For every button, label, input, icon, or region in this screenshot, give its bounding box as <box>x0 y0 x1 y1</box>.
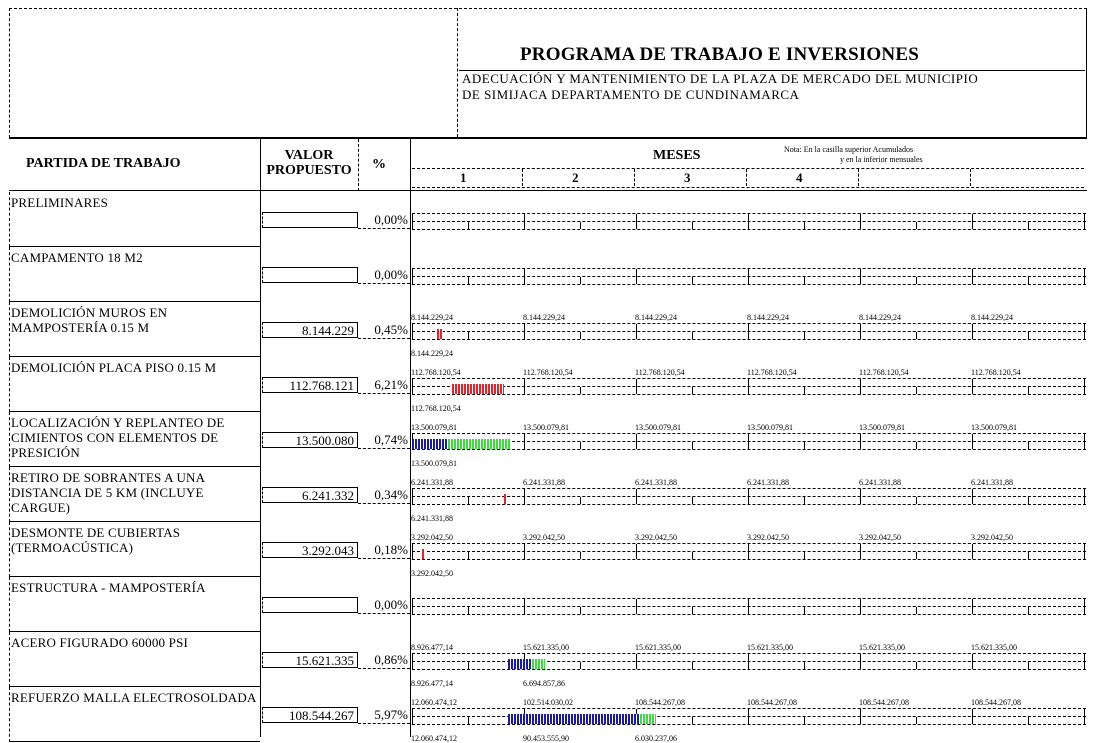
month-grid-tick <box>692 662 693 669</box>
month-grid-tick <box>860 324 861 339</box>
month-grid-tick <box>1028 387 1029 394</box>
column-header-bottom-rule <box>9 190 1087 191</box>
month-grid-tick <box>524 599 525 614</box>
month-grid-tick <box>860 269 861 284</box>
month-grid-top <box>412 543 1086 544</box>
row-value: 112.768.121 <box>262 377 358 393</box>
month-grid-tick <box>468 222 469 229</box>
month-grid-tick <box>860 489 861 504</box>
note-line-1: Nota: En la casilla superior Acumulados <box>784 145 914 154</box>
row-name: CAMPAMENTO 18 M2 <box>11 250 143 265</box>
month-grid-tick <box>916 222 917 229</box>
month-grid-bottom <box>412 449 1086 450</box>
row-percent: 0,00% <box>358 212 410 229</box>
accumulated-value: 15.621.335,00 <box>971 643 1017 652</box>
month-grid-tick <box>804 497 805 504</box>
row-name: RETIRO DE SOBRANTES A UNA DISTANCIA DE 5 KM (INCLUYE CARGUE) <box>11 470 205 515</box>
month-grid-tick <box>1084 324 1085 339</box>
month-grid-tick <box>860 599 861 614</box>
month-grid-tick <box>1084 709 1085 724</box>
schedule-bar <box>452 384 504 394</box>
month-grid-tick <box>804 717 805 724</box>
row-left-edge <box>9 687 10 742</box>
month-grid-tick <box>1028 442 1029 449</box>
row-value <box>262 267 358 283</box>
month-grid-tick <box>636 489 637 504</box>
month-grid-bottom <box>412 614 1086 615</box>
accumulated-value: 8.144.229,24 <box>411 313 453 322</box>
accumulated-value: 8.926.477,14 <box>411 643 453 652</box>
month-grid-tick <box>636 379 637 394</box>
schedule-bar <box>508 714 640 724</box>
month-grid-tick <box>1028 717 1029 724</box>
accumulated-value: 3.292.042,50 <box>635 533 677 542</box>
row-separator <box>9 686 260 687</box>
row-percent: 6,21% <box>358 377 410 394</box>
accumulated-value: 112.768.120,54 <box>411 368 461 377</box>
month-grid-tick <box>1028 332 1029 339</box>
accumulated-value: 8.144.229,24 <box>971 313 1013 322</box>
accumulated-value: 13.500.079,81 <box>859 423 905 432</box>
accumulated-value: 8.144.229,24 <box>859 313 901 322</box>
accumulated-value: 108.544.267,08 <box>747 698 797 707</box>
month-grid-tick <box>748 434 749 449</box>
month-grid-tick <box>1084 379 1085 394</box>
monthly-value: 90.453.555,90 <box>523 734 569 743</box>
accumulated-value: 15.621.335,00 <box>747 643 793 652</box>
accumulated-value: 112.768.120,54 <box>747 368 797 377</box>
month-grid-mid <box>412 386 1086 387</box>
row-separator <box>9 741 260 742</box>
accumulated-value: 108.544.267,08 <box>635 698 685 707</box>
month-separator <box>858 169 859 186</box>
month-grid-tick <box>412 709 413 724</box>
month-separator <box>634 169 635 186</box>
month-grid-tick <box>972 434 973 449</box>
row-value: 108.544.267 <box>262 707 358 723</box>
monthly-value: 8.144.229,24 <box>411 349 453 358</box>
month-grid-tick <box>580 332 581 339</box>
month-grid-tick <box>1084 434 1085 449</box>
row-percent: 0,86% <box>358 652 410 669</box>
month-grid-tick <box>692 442 693 449</box>
month-separator <box>970 169 971 186</box>
month-grid-bottom <box>412 339 1086 340</box>
month-grid-top <box>412 323 1086 324</box>
header-divider <box>457 8 458 137</box>
accumulated-value: 15.621.335,00 <box>859 643 905 652</box>
month-grid-bottom <box>412 229 1086 230</box>
monthly-value: 6.241.331,88 <box>411 514 453 523</box>
month-grid-tick <box>636 324 637 339</box>
row-separator <box>9 301 260 302</box>
month-grid-tick <box>412 489 413 504</box>
month-grid-tick <box>580 662 581 669</box>
row-left-edge <box>9 302 10 357</box>
monthly-value: 112.768.120,54 <box>411 404 461 413</box>
accumulated-value: 8.144.229,24 <box>635 313 677 322</box>
month-grid-tick <box>1028 497 1029 504</box>
month-grid-tick <box>916 662 917 669</box>
month-grid-tick <box>748 214 749 229</box>
accumulated-value: 13.500.079,81 <box>523 423 569 432</box>
month-grid-tick <box>412 324 413 339</box>
row-name: LOCALIZACIÓN Y REPLANTEO DE CIMIENTOS CON ELEMENTOS DE PRESICIÓN <box>11 415 225 460</box>
month-grid-tick <box>692 497 693 504</box>
monthly-value: 12.060.474,12 <box>411 734 457 743</box>
month-grid-bottom <box>412 559 1086 560</box>
month-grid-tick <box>1028 552 1029 559</box>
month-grid-tick <box>412 379 413 394</box>
month-grid-tick <box>916 332 917 339</box>
row-value: 6.241.332 <box>262 487 358 503</box>
month-grid-tick <box>804 277 805 284</box>
months-header-band <box>412 168 1084 188</box>
accumulated-value: 3.292.042,50 <box>971 533 1013 542</box>
row-left-edge <box>9 577 10 632</box>
month-grid-tick <box>860 434 861 449</box>
month-grid-tick <box>636 269 637 284</box>
row-value: 8.144.229 <box>262 322 358 338</box>
month-grid-tick <box>524 379 525 394</box>
accumulated-value: 112.768.120,54 <box>635 368 685 377</box>
col-valor-line-1: VALOR <box>284 148 334 163</box>
accumulated-value: 108.544.267,08 <box>971 698 1021 707</box>
month-grid-tick <box>412 214 413 229</box>
schedule-bar <box>508 659 532 669</box>
accumulated-value: 13.500.079,81 <box>971 423 1017 432</box>
month-grid-tick <box>1084 269 1085 284</box>
month-grid-tick <box>972 544 973 559</box>
month-grid-tick <box>412 269 413 284</box>
row-name: DEMOLICIÓN PLACA PISO 0.15 M <box>11 360 217 375</box>
month-grid-tick <box>636 544 637 559</box>
month-grid-mid <box>412 606 1086 607</box>
month-grid-tick <box>1084 489 1085 504</box>
accumulated-value: 112.768.120,54 <box>859 368 909 377</box>
month-grid-tick <box>804 332 805 339</box>
month-grid-tick <box>524 324 525 339</box>
month-grid-tick <box>524 489 525 504</box>
row-separator <box>9 521 260 522</box>
month-grid-bottom <box>412 669 1086 670</box>
row-name: ESTRUCTURA - MAMPOSTERÍA <box>11 580 206 595</box>
month-grid-top <box>412 213 1086 214</box>
row-separator <box>9 356 260 357</box>
month-label: 1 <box>460 170 467 185</box>
month-grid-tick <box>748 489 749 504</box>
month-grid-tick <box>468 662 469 669</box>
month-grid-top <box>412 378 1086 379</box>
month-grid-tick <box>748 709 749 724</box>
month-grid-tick <box>468 332 469 339</box>
month-grid-bottom <box>412 504 1086 505</box>
accumulated-value: 15.621.335,00 <box>523 643 569 652</box>
month-grid-tick <box>1028 222 1029 229</box>
monthly-value: 13.500.079,81 <box>411 459 457 468</box>
month-grid-tick <box>748 269 749 284</box>
month-grid-tick <box>580 497 581 504</box>
monthly-value: 3.292.042,50 <box>411 569 453 578</box>
month-grid-tick <box>412 599 413 614</box>
row-value: 13.500.080 <box>262 432 358 448</box>
month-grid-tick <box>412 654 413 669</box>
subtitle-line-1: ADECUACIÓN Y MANTENIMIENTO DE LA PLAZA DE MERCADO DEL MUNICIPIO <box>462 71 979 86</box>
accumulated-value: 6.241.331,88 <box>971 478 1013 487</box>
month-grid-tick <box>860 709 861 724</box>
month-grid-tick <box>524 214 525 229</box>
month-grid-tick <box>804 662 805 669</box>
month-grid-top <box>412 598 1086 599</box>
header-bottom-rule <box>9 137 1087 139</box>
subtitle-line-2: DE SIMIJACA DEPARTAMENTO DE CUNDINAMARCA <box>462 87 800 102</box>
month-grid-mid <box>412 276 1086 277</box>
month-grid-tick <box>972 599 973 614</box>
month-grid-mid <box>412 551 1086 552</box>
col-partida: PARTIDA DE TRABAJO <box>26 156 181 171</box>
row-percent: 5,97% <box>358 707 410 724</box>
month-grid-tick <box>860 379 861 394</box>
month-grid-tick <box>1084 214 1085 229</box>
month-grid-tick <box>580 277 581 284</box>
accumulated-value: 8.144.229,24 <box>523 313 565 322</box>
month-grid-tick <box>916 497 917 504</box>
row-left-edge <box>9 412 10 467</box>
accumulated-value: 12.060.474,12 <box>411 698 457 707</box>
month-grid-bottom <box>412 284 1086 285</box>
month-grid-tick <box>636 434 637 449</box>
row-name: DESMONTE DE CUBIERTAS (TERMOACÚSTICA) <box>11 525 181 555</box>
row-left-edge <box>9 192 10 247</box>
row-separator <box>9 466 260 467</box>
row-separator <box>9 631 260 632</box>
accumulated-value: 3.292.042,50 <box>747 533 789 542</box>
row-value <box>262 212 358 228</box>
month-grid-tick <box>636 214 637 229</box>
accumulated-value: 13.500.079,81 <box>411 423 457 432</box>
month-grid-tick <box>972 709 973 724</box>
col-valor <box>262 148 356 178</box>
month-grid-tick <box>916 387 917 394</box>
month-grid-tick <box>692 277 693 284</box>
month-grid-tick <box>636 599 637 614</box>
row-left-edge <box>9 357 10 412</box>
document-subtitle <box>462 71 978 103</box>
month-grid-tick <box>580 387 581 394</box>
month-grid-tick <box>692 332 693 339</box>
accumulated-value: 6.241.331,88 <box>635 478 677 487</box>
accumulated-value: 8.144.229,24 <box>747 313 789 322</box>
row-percent: 0,00% <box>358 267 410 284</box>
col-note <box>784 145 923 165</box>
month-grid-tick <box>972 654 973 669</box>
accumulated-value: 112.768.120,54 <box>523 368 573 377</box>
col-divider-2 <box>358 139 359 191</box>
month-grid-tick <box>412 544 413 559</box>
month-grid-tick <box>748 379 749 394</box>
month-grid-tick <box>1028 277 1029 284</box>
row-separator <box>9 411 260 412</box>
month-grid-tick <box>916 552 917 559</box>
month-grid-tick <box>972 269 973 284</box>
month-grid-top <box>412 708 1086 709</box>
schedule-bar <box>422 549 425 559</box>
month-grid-tick <box>804 552 805 559</box>
month-grid-mid <box>412 221 1086 222</box>
row-value: 15.621.335 <box>262 652 358 668</box>
month-grid-tick <box>468 497 469 504</box>
schedule-bar <box>448 439 510 449</box>
schedule-bar <box>532 659 545 669</box>
month-grid-tick <box>748 324 749 339</box>
month-grid-tick <box>524 544 525 559</box>
document-title: PROGRAMA DE TRABAJO E INVERSIONES <box>520 44 919 65</box>
month-grid-tick <box>524 269 525 284</box>
row-name: DEMOLICIÓN MUROS EN MAMPOSTERÍA 0.15 M <box>11 305 168 335</box>
col-divider-1 <box>260 139 261 737</box>
row-percent: 0,45% <box>358 322 410 339</box>
month-grid-tick <box>804 442 805 449</box>
month-grid-tick <box>748 654 749 669</box>
accumulated-value: 6.241.331,88 <box>523 478 565 487</box>
month-grid-tick <box>692 552 693 559</box>
row-separator <box>9 576 260 577</box>
row-value <box>262 597 358 613</box>
month-grid-tick <box>1084 654 1085 669</box>
month-label: 2 <box>572 170 579 185</box>
month-grid-tick <box>804 387 805 394</box>
month-grid-tick <box>972 214 973 229</box>
month-separator <box>746 169 747 186</box>
row-percent: 0,18% <box>358 542 410 559</box>
month-grid-tick <box>692 607 693 614</box>
accumulated-value: 3.292.042,50 <box>523 533 565 542</box>
accumulated-value: 13.500.079,81 <box>635 423 681 432</box>
month-grid-tick <box>1084 544 1085 559</box>
month-grid-tick <box>692 717 693 724</box>
schedule-bar <box>504 494 507 504</box>
accumulated-value: 6.241.331,88 <box>747 478 789 487</box>
monthly-value: 6.694.857,86 <box>523 679 565 688</box>
row-separator <box>9 246 260 247</box>
month-grid-tick <box>692 222 693 229</box>
schedule-bar <box>640 714 656 724</box>
row-name: REFUERZO MALLA ELECTROSOLDADA <box>11 690 257 705</box>
month-grid-tick <box>580 222 581 229</box>
month-grid-tick <box>916 442 917 449</box>
accumulated-value: 3.292.042,50 <box>411 533 453 542</box>
month-grid-top <box>412 653 1086 654</box>
month-grid-tick <box>972 324 973 339</box>
month-grid-tick <box>916 717 917 724</box>
month-grid-tick <box>468 717 469 724</box>
month-grid-tick <box>580 607 581 614</box>
month-grid-tick <box>972 379 973 394</box>
month-grid-tick <box>468 607 469 614</box>
month-grid-mid <box>412 331 1086 332</box>
month-grid-tick <box>580 442 581 449</box>
month-grid-tick <box>860 544 861 559</box>
col-meses: MESES <box>653 148 701 163</box>
accumulated-value: 6.241.331,88 <box>859 478 901 487</box>
row-left-edge <box>9 632 10 687</box>
month-grid-tick <box>748 599 749 614</box>
monthly-value: 6.030.237,06 <box>635 734 677 743</box>
month-label: 4 <box>796 170 803 185</box>
month-grid-bottom <box>412 724 1086 725</box>
accumulated-value: 3.292.042,50 <box>859 533 901 542</box>
accumulated-value: 102.514.030,02 <box>523 698 573 707</box>
month-grid-tick <box>748 544 749 559</box>
month-separator <box>522 169 523 186</box>
month-grid-mid <box>412 441 1086 442</box>
month-grid-tick <box>468 552 469 559</box>
note-line-2: y en la inferior mensuales <box>840 155 923 164</box>
month-grid-tick <box>1028 607 1029 614</box>
row-left-edge <box>9 247 10 302</box>
month-grid-tick <box>916 277 917 284</box>
accumulated-value: 112.768.120,54 <box>971 368 1021 377</box>
accumulated-value: 108.544.267,08 <box>859 698 909 707</box>
month-grid-tick <box>804 607 805 614</box>
month-grid-mid <box>412 496 1086 497</box>
month-grid-tick <box>972 489 973 504</box>
month-grid-top <box>412 488 1086 489</box>
month-grid-tick <box>860 654 861 669</box>
month-grid-tick <box>692 387 693 394</box>
schedule-bar <box>412 439 448 449</box>
month-label: 3 <box>684 170 691 185</box>
accumulated-value: 6.241.331,88 <box>411 478 453 487</box>
month-grid-top <box>412 268 1086 269</box>
month-grid-tick <box>1084 599 1085 614</box>
row-name: PRELIMINARES <box>11 195 109 210</box>
col-percent: % <box>372 157 386 172</box>
monthly-value: 8.926.477,14 <box>411 679 453 688</box>
month-grid-top <box>412 433 1086 434</box>
accumulated-value: 15.621.335,00 <box>635 643 681 652</box>
month-grid-tick <box>580 552 581 559</box>
schedule-bar <box>437 329 443 339</box>
month-grid-tick <box>916 607 917 614</box>
row-percent: 0,00% <box>358 597 410 614</box>
row-percent: 0,74% <box>358 432 410 449</box>
month-grid-tick <box>524 434 525 449</box>
month-grid-tick <box>1028 662 1029 669</box>
row-value: 3.292.043 <box>262 542 358 558</box>
accumulated-value: 13.500.079,81 <box>747 423 793 432</box>
month-grid-tick <box>860 214 861 229</box>
month-grid-tick <box>468 277 469 284</box>
month-grid-bottom <box>412 394 1086 395</box>
row-left-edge <box>9 467 10 522</box>
col-valor-line-2: PROPUESTO <box>266 163 352 178</box>
row-left-edge <box>9 522 10 577</box>
row-name: ACERO FIGURADO 60000 PSI <box>11 635 189 650</box>
row-percent: 0,34% <box>358 487 410 504</box>
month-grid-tick <box>636 654 637 669</box>
month-grid-tick <box>804 222 805 229</box>
